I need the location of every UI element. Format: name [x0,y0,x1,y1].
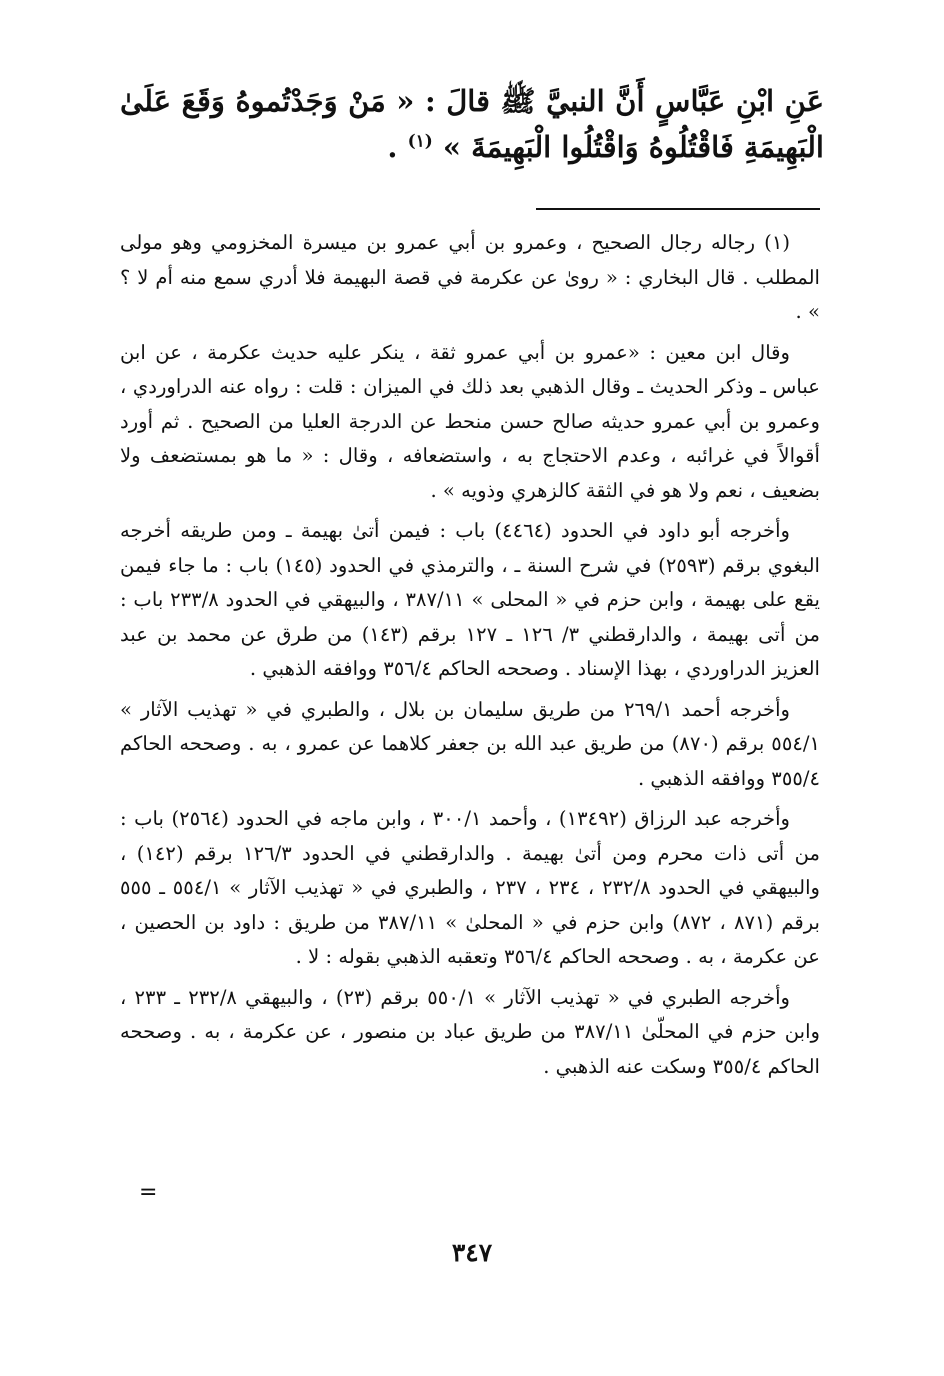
footnote-paragraph: وأخرجه الطبري في « تهذيب الآثار » ٥٥٠/١ برقم (٢٣) ، والبيهقي ٢٣٢/٨ ـ ٢٣٣ ، وابن حزم في المحلّىٰ ٣٨٧/١١ من طريق عباد بن منصور ، عن عكرمة ، به . وصححه الحاكم ٣٥٥/٤ وسكت عنه الذهبي . [120,985,820,1078]
footnote-separator [536,208,820,210]
continuation-mark: = [139,1180,158,1205]
footnote-paragraph: وأخرجه أبو داود في الحدود (٤٤٦٤) باب : فيمن أتىٰ بهيمة ـ ومن طريقه أخرجه البغوي برقم (٢٥٩٣) في شرح السنة ـ ، والترمذي في الحدود (١٤٥) باب : ما جاء فيمن يقع على بهيمة ، وابن حزم في « المحلى » ٣٨٧/١١ ، والبيهقي في الحدود ٢٣٣/٨ باب : من أتى بهيمة ، والدارقطني ٣/ ١٢٦ ـ ١٢٧ برقم (١٤٣) من طرق عن محمد بن عبد العزيز الدراوردي ، بهذا الإسناد . وصححه الحاكم ٣٥٦/٤ ووافقه الذهبي . [120,519,820,680]
hadith-end-mark: . [387,130,408,164]
hadith-text: عَنِ ابْنِ عَبَّاسٍ أَنَّ النبيَّ ﷺ قالَ : « مَنْ وَجَدْتُموهُ وَقَعَ عَلَىٰ الْبَهِيمَةِ فَاقْتُلُوهُ وَاقْتُلُوا الْبَهِيمَةَ » [120,84,824,164]
footnote-paragraph: (١) رجاله رجال الصحيح ، وعمرو بن أبي عمرو بن ميسرة المخزومي وهو مولى المطلب . قال البخاري : « روىٰ عن عكرمة في قصة البهيمة فلا أدري سمع منه أم لا ؟ » . [120,231,820,323]
hadith-text-block [120,78,824,170]
footnote-paragraph: وأخرجه عبد الرزاق (١٣٤٩٢) ، وأحمد ٣٠٠/١ ، وابن ماجه في الحدود (٢٥٦٤) باب : من أتى ذات محرم ومن أتىٰ بهيمة . والدارقطني في الحدود ١٢٦/٣ برقم (١٤٢) ، والبيهقي في الحدود ٢٣٢/٨ ، ٢٣٤ ، ٢٣٧ ، والطبري في « تهذيب الآثار » ٥٥٤/١ ـ ٥٥٥ برقم (٨٧١ ، ٨٧٢) وابن حزم في « المحلىٰ » ٣٨٧/١١ من طريق : داود بن الحصين ، عن عكرمة ، به . وصححه الحاكم ٣٥٦/٤ وتعقبه الذهبي بقوله : لا . [120,807,821,968]
page-number: ٣٤٧ [451,1238,493,1267]
footnotes-block [120,226,820,1090]
footnote-reference: (١) [407,131,433,152]
footnote-paragraph: وأخرجه أحمد ٢٦٩/١ من طريق سليمان بن بلال ، والطبري في « تهذيب الآثار » ٥٥٤/١ برقم (٨٧٠) من طريق عبد الله بن جعفر كلاهما عن عمرو ، به . وصححه الحاكم ٣٥٥/٤ ووافقه الذهبي . [120,697,820,790]
footnote-paragraph: وقال ابن معين : «عمرو بن أبي عمرو ثقة ، ينكر عليه حديث عكرمة ، عن ابن عباس ـ وذكر الحديث ـ وقال الذهبي بعد ذلك في الميزان : قلت : رواه عنه الدراوردي ، وعمرو بن أبي عمرو حديثه صالح حسن منحط عن الدرجة العليا من الصحيح . ثم أورد أقوالاً في غرائبه ، وعدم الاحتجاج به ، واستضعافه ، وقال : « ما هو بمستضعف ولا بضعيف ، نعم ولا هو في الثقة كالزهري وذويه » . [120,340,820,502]
